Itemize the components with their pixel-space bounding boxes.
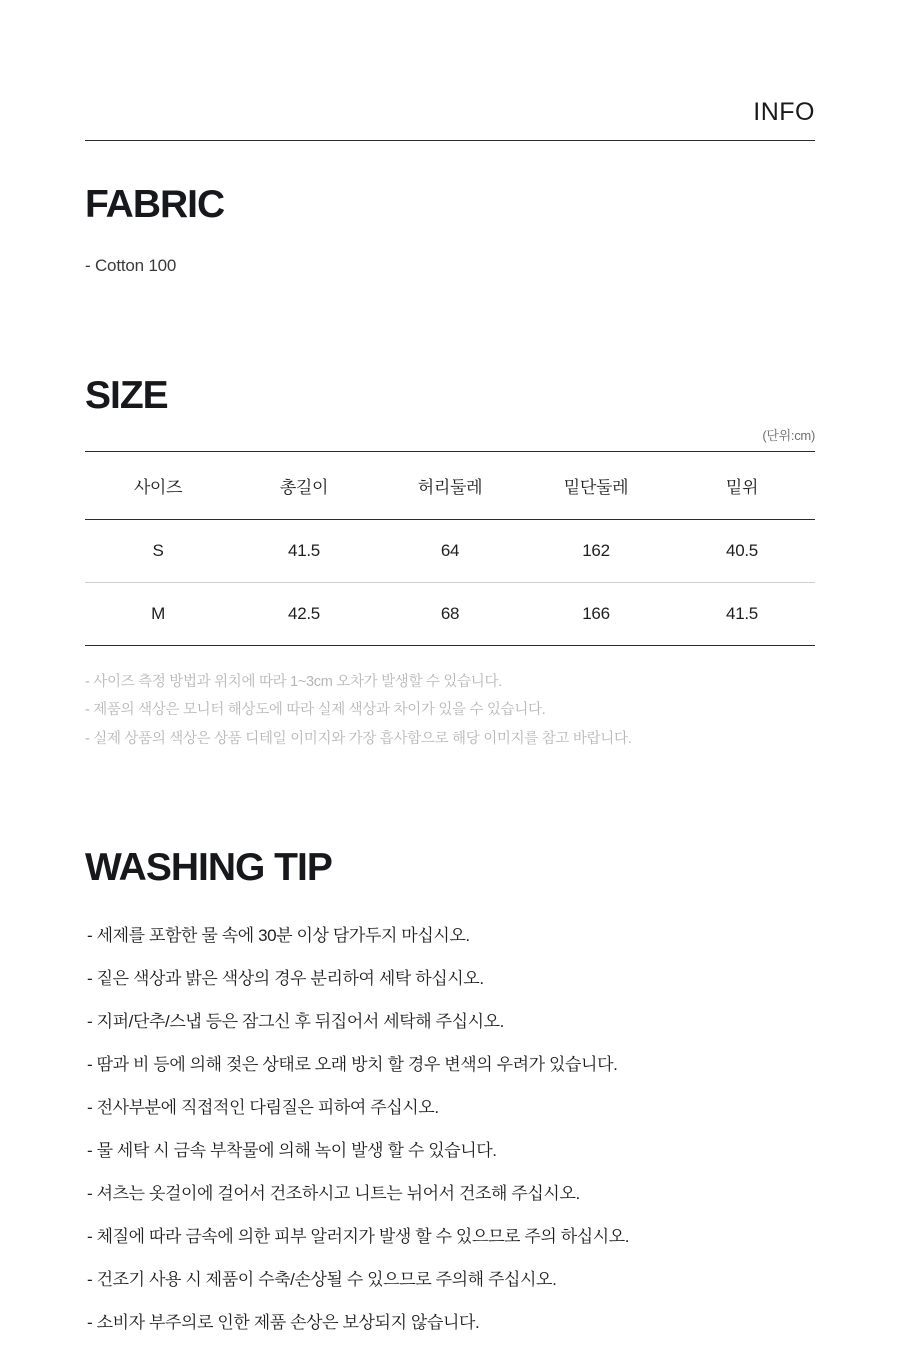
column-header: 사이즈 — [85, 452, 231, 520]
fabric-section — [85, 185, 815, 276]
size-notes — [85, 668, 815, 753]
table-cell: 166 — [523, 583, 669, 646]
size-table — [85, 451, 815, 646]
table-cell: 41.5 — [231, 520, 377, 583]
list-item: - 소비자 부주의로 인한 제품 손상은 보상되지 않습니다. — [87, 1312, 480, 1332]
header-divider — [85, 140, 815, 141]
list-item: - 땀과 비 등에 의해 젖은 상태로 오래 방치 할 경우 변색의 우려가 있습니다. — [87, 1054, 618, 1074]
list-item: - 체질에 따라 금속에 의한 피부 알러지가 발생 할 수 있으므로 주의 하십시오. — [87, 1226, 630, 1246]
list-item: - 물 세탁 시 금속 부착물에 의해 녹이 발생 할 수 있습니다. — [87, 1140, 497, 1160]
info-label: INFO — [753, 98, 815, 126]
info-header — [85, 0, 815, 127]
table-cell: 41.5 — [669, 583, 815, 646]
column-header: 허리둘레 — [377, 452, 523, 520]
table-cell: S — [85, 520, 231, 583]
list-item: - 셔츠는 옷걸이에 걸어서 건조하시고 니트는 뉘어서 건조해 주십시오. — [87, 1183, 580, 1203]
table-row — [85, 583, 815, 646]
column-header: 밑단둘레 — [523, 452, 669, 520]
column-header: 총길이 — [231, 452, 377, 520]
list-item: - 짙은 색상과 밝은 색상의 경우 분리하여 세탁 하십시오. — [87, 968, 484, 988]
washing-tip-list — [85, 927, 815, 1331]
size-note: - 제품의 색상은 모니터 해상도에 따라 실제 색상과 차이가 있을 수 있습니다. — [85, 702, 546, 719]
size-note: - 실제 상품의 색상은 상품 디테일 이미지와 가장 흡사함으로 해당 이미지를 참고 바랍니다. — [85, 730, 632, 747]
size-title: SIZE — [85, 374, 168, 417]
table-cell: 42.5 — [231, 583, 377, 646]
size-note: - 사이즈 측정 방법과 위치에 따라 1~3cm 오차가 발생할 수 있습니다. — [85, 674, 502, 690]
table-cell: 40.5 — [669, 520, 815, 583]
size-section — [85, 376, 815, 753]
table-cell: 64 — [377, 520, 523, 583]
washing-tip-title: WASHING TIP — [85, 845, 332, 889]
table-cell: 68 — [377, 583, 523, 646]
table-cell: 162 — [523, 520, 669, 583]
list-item: - 지퍼/단추/스냅 등은 잠그신 후 뒤집어서 세탁해 주십시오. — [87, 1011, 504, 1031]
list-item: - 건조기 사용 시 제품이 수축/손상될 수 있으므로 주의해 주십시오. — [87, 1269, 557, 1289]
fabric-title: FABRIC — [85, 183, 225, 226]
list-item: - 전사부분에 직접적인 다림질은 피하여 주십시오. — [87, 1097, 439, 1117]
table-row — [85, 520, 815, 583]
column-header: 밑위 — [669, 452, 815, 520]
table-header-row — [85, 452, 815, 520]
fabric-item: - Cotton 100 — [85, 256, 177, 275]
size-unit-note: (단위:cm) — [762, 428, 815, 443]
table-cell: M — [85, 583, 231, 646]
list-item: - 세제를 포함한 물 속에 30분 이상 담가두지 마십시오. — [87, 925, 470, 945]
washing-tip-section — [85, 845, 815, 1332]
